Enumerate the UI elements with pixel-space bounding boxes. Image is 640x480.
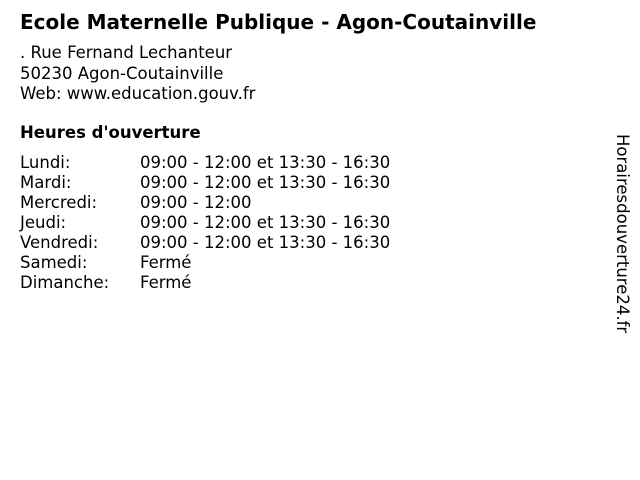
day-label: Samedi:: [20, 253, 88, 272]
day-label: Dimanche:: [20, 273, 110, 292]
address-city: 50230 Agon-Coutainville: [20, 63, 224, 83]
day-hours: 09:00 - 12:00: [140, 193, 252, 212]
address-web: Web: www.education.gouv.fr: [20, 84, 256, 103]
page-title: Ecole Maternelle Publique - Agon-Coutainville: [20, 10, 537, 34]
day-hours: Fermé: [140, 253, 192, 272]
day-hours: 09:00 - 12:00 et 13:30 - 16:30: [140, 233, 391, 252]
day-label: Mardi:: [20, 173, 72, 192]
day-hours: 09:00 - 12:00 et 13:30 - 16:30: [140, 213, 391, 232]
day-hours: 09:00 - 12:00 et 13:30 - 16:30: [140, 173, 391, 192]
address-block: [20, 43, 255, 105]
day-label: Lundi:: [20, 153, 71, 172]
day-hours: Fermé: [140, 273, 192, 292]
day-hours: 09:00 - 12:00 et 13:30 - 16:30: [140, 153, 391, 172]
hours-heading: Heures d'ouverture: [20, 123, 201, 142]
day-label: Mercredi:: [20, 193, 98, 212]
address-street: . Rue Fernand Lechanteur: [20, 43, 233, 62]
day-label: Vendredi:: [20, 233, 99, 252]
site-watermark: Horairesdouverture24.fr: [613, 134, 632, 334]
day-label: Jeudi:: [20, 213, 67, 232]
